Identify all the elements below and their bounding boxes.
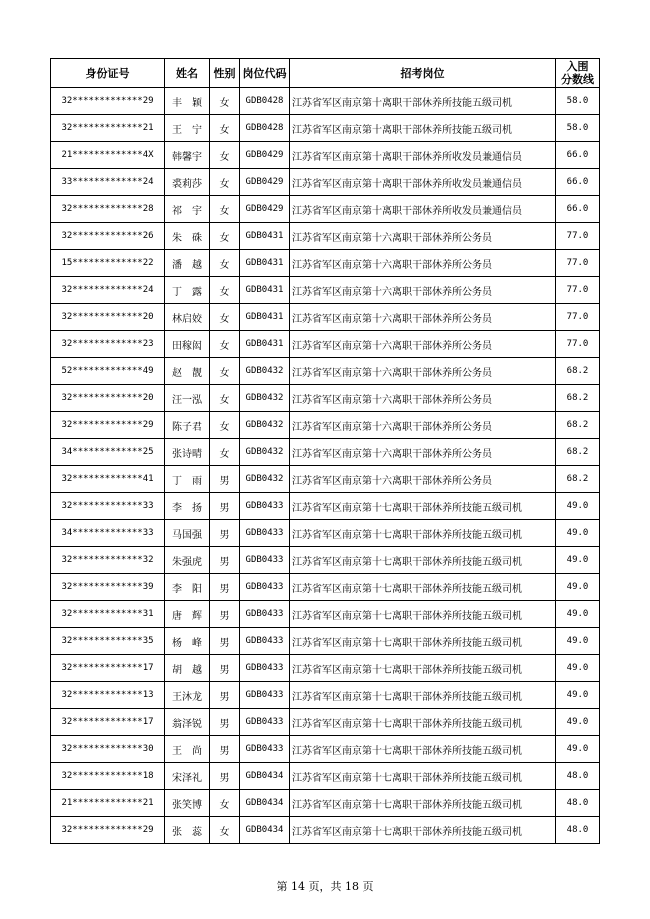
cell-post: 江苏省军区南京第十七离职干部休养所技能五级司机 <box>290 790 556 817</box>
cell-post: 江苏省军区南京第十七离职干部休养所技能五级司机 <box>290 628 556 655</box>
cell-score: 66.0 <box>556 196 600 223</box>
cell-id: 15*************22 <box>51 250 165 277</box>
cell-score: 48.0 <box>556 790 600 817</box>
cell-code: GDB0432 <box>240 358 290 385</box>
cell-name: 张 蕊 <box>165 817 210 844</box>
cell-code: GDB0433 <box>240 493 290 520</box>
table-row <box>51 763 600 790</box>
cell-post: 江苏省军区南京第十七离职干部休养所技能五级司机 <box>290 547 556 574</box>
table-row <box>51 277 600 304</box>
table-row <box>51 169 600 196</box>
cell-score: 49.0 <box>556 628 600 655</box>
cell-post: 江苏省军区南京第十六离职干部休养所公务员 <box>290 466 556 493</box>
cell-code: GDB0433 <box>240 520 290 547</box>
cell-id: 32*************33 <box>51 493 165 520</box>
cell-id: 21*************21 <box>51 790 165 817</box>
cell-name: 王 尚 <box>165 736 210 763</box>
cell-post: 江苏省军区南京第十七离职干部休养所技能五级司机 <box>290 709 556 736</box>
header-score <box>556 59 600 88</box>
cell-post: 江苏省军区南京第十七离职干部休养所技能五级司机 <box>290 736 556 763</box>
cell-code: GDB0433 <box>240 655 290 682</box>
cell-name: 祁 宇 <box>165 196 210 223</box>
cell-name: 丁 露 <box>165 277 210 304</box>
cell-gender: 男 <box>210 574 240 601</box>
cell-score: 68.2 <box>556 412 600 439</box>
cell-gender: 女 <box>210 439 240 466</box>
cell-name: 宋泽礼 <box>165 763 210 790</box>
cell-id: 32*************17 <box>51 709 165 736</box>
cell-gender: 男 <box>210 547 240 574</box>
cell-gender: 女 <box>210 223 240 250</box>
header-row <box>51 59 600 88</box>
header-score-line2: 分数线 <box>561 73 594 86</box>
cell-score: 77.0 <box>556 304 600 331</box>
cell-gender: 男 <box>210 763 240 790</box>
table-header <box>51 59 600 88</box>
cell-name: 丰 颖 <box>165 88 210 115</box>
table-row <box>51 709 600 736</box>
cell-name: 王沐龙 <box>165 682 210 709</box>
cell-score: 49.0 <box>556 574 600 601</box>
roster-table <box>50 58 600 844</box>
cell-gender: 女 <box>210 88 240 115</box>
cell-id: 32*************30 <box>51 736 165 763</box>
cell-score: 77.0 <box>556 223 600 250</box>
table-row <box>51 655 600 682</box>
cell-gender: 男 <box>210 628 240 655</box>
cell-score: 48.0 <box>556 817 600 844</box>
cell-name: 杨 峰 <box>165 628 210 655</box>
cell-gender: 女 <box>210 250 240 277</box>
table-row <box>51 358 600 385</box>
cell-id: 32*************18 <box>51 763 165 790</box>
cell-gender: 男 <box>210 466 240 493</box>
cell-score: 49.0 <box>556 709 600 736</box>
cell-score: 58.0 <box>556 115 600 142</box>
cell-name: 田稼闳 <box>165 331 210 358</box>
header-code: 岗位代码 <box>240 59 290 88</box>
cell-gender: 男 <box>210 709 240 736</box>
cell-post: 江苏省军区南京第十六离职干部休养所公务员 <box>290 358 556 385</box>
cell-post: 江苏省军区南京第十六离职干部休养所公务员 <box>290 439 556 466</box>
cell-code: GDB0434 <box>240 763 290 790</box>
table-row <box>51 790 600 817</box>
cell-gender: 女 <box>210 277 240 304</box>
cell-score: 58.0 <box>556 88 600 115</box>
cell-id: 32*************39 <box>51 574 165 601</box>
cell-code: GDB0431 <box>240 223 290 250</box>
cell-post: 江苏省军区南京第十六离职干部休养所公务员 <box>290 304 556 331</box>
cell-post: 江苏省军区南京第十离职干部休养所技能五级司机 <box>290 88 556 115</box>
cell-code: GDB0433 <box>240 601 290 628</box>
cell-score: 66.0 <box>556 169 600 196</box>
table-body <box>51 88 600 844</box>
cell-code: GDB0433 <box>240 709 290 736</box>
cell-id: 32*************41 <box>51 466 165 493</box>
header-post: 招考岗位 <box>290 59 556 88</box>
cell-id: 32*************35 <box>51 628 165 655</box>
cell-code: GDB0433 <box>240 682 290 709</box>
cell-gender: 女 <box>210 790 240 817</box>
table-row <box>51 520 600 547</box>
table-row <box>51 817 600 844</box>
table-row <box>51 250 600 277</box>
cell-id: 32*************28 <box>51 196 165 223</box>
cell-code: GDB0433 <box>240 628 290 655</box>
cell-gender: 男 <box>210 655 240 682</box>
cell-id: 32*************20 <box>51 304 165 331</box>
page-footer: 第 14 页，共 18 页 <box>276 880 374 893</box>
cell-code: GDB0433 <box>240 547 290 574</box>
cell-gender: 男 <box>210 520 240 547</box>
cell-name: 裘莉莎 <box>165 169 210 196</box>
cell-id: 32*************20 <box>51 385 165 412</box>
cell-post: 江苏省军区南京第十七离职干部休养所技能五级司机 <box>290 493 556 520</box>
cell-code: GDB0431 <box>240 331 290 358</box>
cell-post: 江苏省军区南京第十离职干部休养所收发员兼通信员 <box>290 196 556 223</box>
table-row <box>51 493 600 520</box>
cell-post: 江苏省军区南京第十七离职干部休养所技能五级司机 <box>290 520 556 547</box>
cell-id: 52*************49 <box>51 358 165 385</box>
cell-id: 34*************33 <box>51 520 165 547</box>
cell-id: 33*************24 <box>51 169 165 196</box>
cell-code: GDB0431 <box>240 277 290 304</box>
cell-gender: 女 <box>210 412 240 439</box>
cell-name: 朱强虎 <box>165 547 210 574</box>
cell-gender: 男 <box>210 736 240 763</box>
cell-name: 张笑博 <box>165 790 210 817</box>
cell-name: 林启姣 <box>165 304 210 331</box>
cell-gender: 女 <box>210 331 240 358</box>
cell-code: GDB0433 <box>240 736 290 763</box>
cell-id: 32*************32 <box>51 547 165 574</box>
cell-score: 49.0 <box>556 520 600 547</box>
cell-gender: 男 <box>210 493 240 520</box>
cell-name: 翁泽锐 <box>165 709 210 736</box>
cell-code: GDB0434 <box>240 790 290 817</box>
table-row <box>51 601 600 628</box>
cell-gender: 男 <box>210 601 240 628</box>
cell-post: 江苏省军区南京第十七离职干部休养所技能五级司机 <box>290 655 556 682</box>
cell-id: 32*************21 <box>51 115 165 142</box>
cell-name: 李 扬 <box>165 493 210 520</box>
cell-gender: 男 <box>210 682 240 709</box>
cell-code: GDB0432 <box>240 466 290 493</box>
header-id: 身份证号 <box>51 59 165 88</box>
cell-gender: 女 <box>210 817 240 844</box>
cell-post: 江苏省军区南京第十六离职干部休养所公务员 <box>290 250 556 277</box>
cell-code: GDB0433 <box>240 574 290 601</box>
cell-code: GDB0431 <box>240 250 290 277</box>
table-row <box>51 304 600 331</box>
cell-name: 丁 雨 <box>165 466 210 493</box>
cell-post: 江苏省军区南京第十七离职干部休养所技能五级司机 <box>290 763 556 790</box>
cell-code: GDB0434 <box>240 817 290 844</box>
cell-score: 49.0 <box>556 682 600 709</box>
cell-gender: 女 <box>210 358 240 385</box>
cell-id: 32*************24 <box>51 277 165 304</box>
table-row <box>51 115 600 142</box>
cell-post: 江苏省军区南京第十六离职干部休养所公务员 <box>290 385 556 412</box>
cell-name: 陈子君 <box>165 412 210 439</box>
cell-score: 68.2 <box>556 385 600 412</box>
cell-name: 韩馨宇 <box>165 142 210 169</box>
cell-post: 江苏省军区南京第十七离职干部休养所技能五级司机 <box>290 817 556 844</box>
cell-post: 江苏省军区南京第十七离职干部休养所技能五级司机 <box>290 574 556 601</box>
cell-score: 49.0 <box>556 736 600 763</box>
table-row <box>51 628 600 655</box>
table-row <box>51 439 600 466</box>
cell-post: 江苏省军区南京第十离职干部休养所收发员兼通信员 <box>290 142 556 169</box>
cell-code: GDB0428 <box>240 115 290 142</box>
cell-score: 68.2 <box>556 358 600 385</box>
cell-id: 32*************29 <box>51 817 165 844</box>
cell-score: 77.0 <box>556 277 600 304</box>
cell-id: 34*************25 <box>51 439 165 466</box>
cell-id: 21*************4X <box>51 142 165 169</box>
cell-id: 32*************17 <box>51 655 165 682</box>
cell-score: 49.0 <box>556 601 600 628</box>
cell-gender: 女 <box>210 385 240 412</box>
cell-name: 胡 越 <box>165 655 210 682</box>
cell-id: 32*************29 <box>51 412 165 439</box>
cell-score: 49.0 <box>556 547 600 574</box>
cell-id: 32*************26 <box>51 223 165 250</box>
cell-name: 王 宁 <box>165 115 210 142</box>
cell-code: GDB0429 <box>240 142 290 169</box>
table-row <box>51 682 600 709</box>
cell-gender: 女 <box>210 142 240 169</box>
cell-id: 32*************23 <box>51 331 165 358</box>
cell-name: 汪一泓 <box>165 385 210 412</box>
cell-score: 49.0 <box>556 655 600 682</box>
cell-code: GDB0428 <box>240 88 290 115</box>
cell-score: 77.0 <box>556 250 600 277</box>
cell-gender: 女 <box>210 169 240 196</box>
table-row <box>51 412 600 439</box>
header-name: 姓名 <box>165 59 210 88</box>
cell-score: 48.0 <box>556 763 600 790</box>
cell-id: 32*************31 <box>51 601 165 628</box>
cell-post: 江苏省军区南京第十离职干部休养所技能五级司机 <box>290 115 556 142</box>
cell-gender: 女 <box>210 196 240 223</box>
cell-score: 68.2 <box>556 466 600 493</box>
cell-score: 49.0 <box>556 493 600 520</box>
cell-code: GDB0431 <box>240 304 290 331</box>
cell-gender: 女 <box>210 115 240 142</box>
header-score-line1: 入围 <box>566 60 589 73</box>
table-row <box>51 331 600 358</box>
table-row <box>51 466 600 493</box>
cell-code: GDB0432 <box>240 439 290 466</box>
table-row <box>51 574 600 601</box>
cell-post: 江苏省军区南京第十六离职干部休养所公务员 <box>290 412 556 439</box>
cell-name: 李 阳 <box>165 574 210 601</box>
cell-post: 江苏省军区南京第十六离职干部休养所公务员 <box>290 331 556 358</box>
cell-post: 江苏省军区南京第十七离职干部休养所技能五级司机 <box>290 601 556 628</box>
cell-code: GDB0429 <box>240 196 290 223</box>
cell-post: 江苏省军区南京第十六离职干部休养所公务员 <box>290 277 556 304</box>
table-row <box>51 88 600 115</box>
cell-id: 32*************29 <box>51 88 165 115</box>
cell-score: 68.2 <box>556 439 600 466</box>
cell-gender: 女 <box>210 304 240 331</box>
table-row <box>51 385 600 412</box>
cell-name: 唐 辉 <box>165 601 210 628</box>
cell-score: 66.0 <box>556 142 600 169</box>
cell-name: 朱 硃 <box>165 223 210 250</box>
cell-name: 张诗晴 <box>165 439 210 466</box>
cell-code: GDB0432 <box>240 412 290 439</box>
cell-post: 江苏省军区南京第十六离职干部休养所公务员 <box>290 223 556 250</box>
cell-code: GDB0429 <box>240 169 290 196</box>
cell-name: 赵 靓 <box>165 358 210 385</box>
table-row <box>51 142 600 169</box>
table-row <box>51 547 600 574</box>
cell-post: 江苏省军区南京第十离职干部休养所收发员兼通信员 <box>290 169 556 196</box>
table-row <box>51 223 600 250</box>
header-gender: 性别 <box>210 59 240 88</box>
cell-code: GDB0432 <box>240 385 290 412</box>
cell-id: 32*************13 <box>51 682 165 709</box>
table-row <box>51 196 600 223</box>
table-row <box>51 736 600 763</box>
cell-name: 马国强 <box>165 520 210 547</box>
cell-name: 潘 越 <box>165 250 210 277</box>
cell-post: 江苏省军区南京第十七离职干部休养所技能五级司机 <box>290 682 556 709</box>
cell-score: 77.0 <box>556 331 600 358</box>
